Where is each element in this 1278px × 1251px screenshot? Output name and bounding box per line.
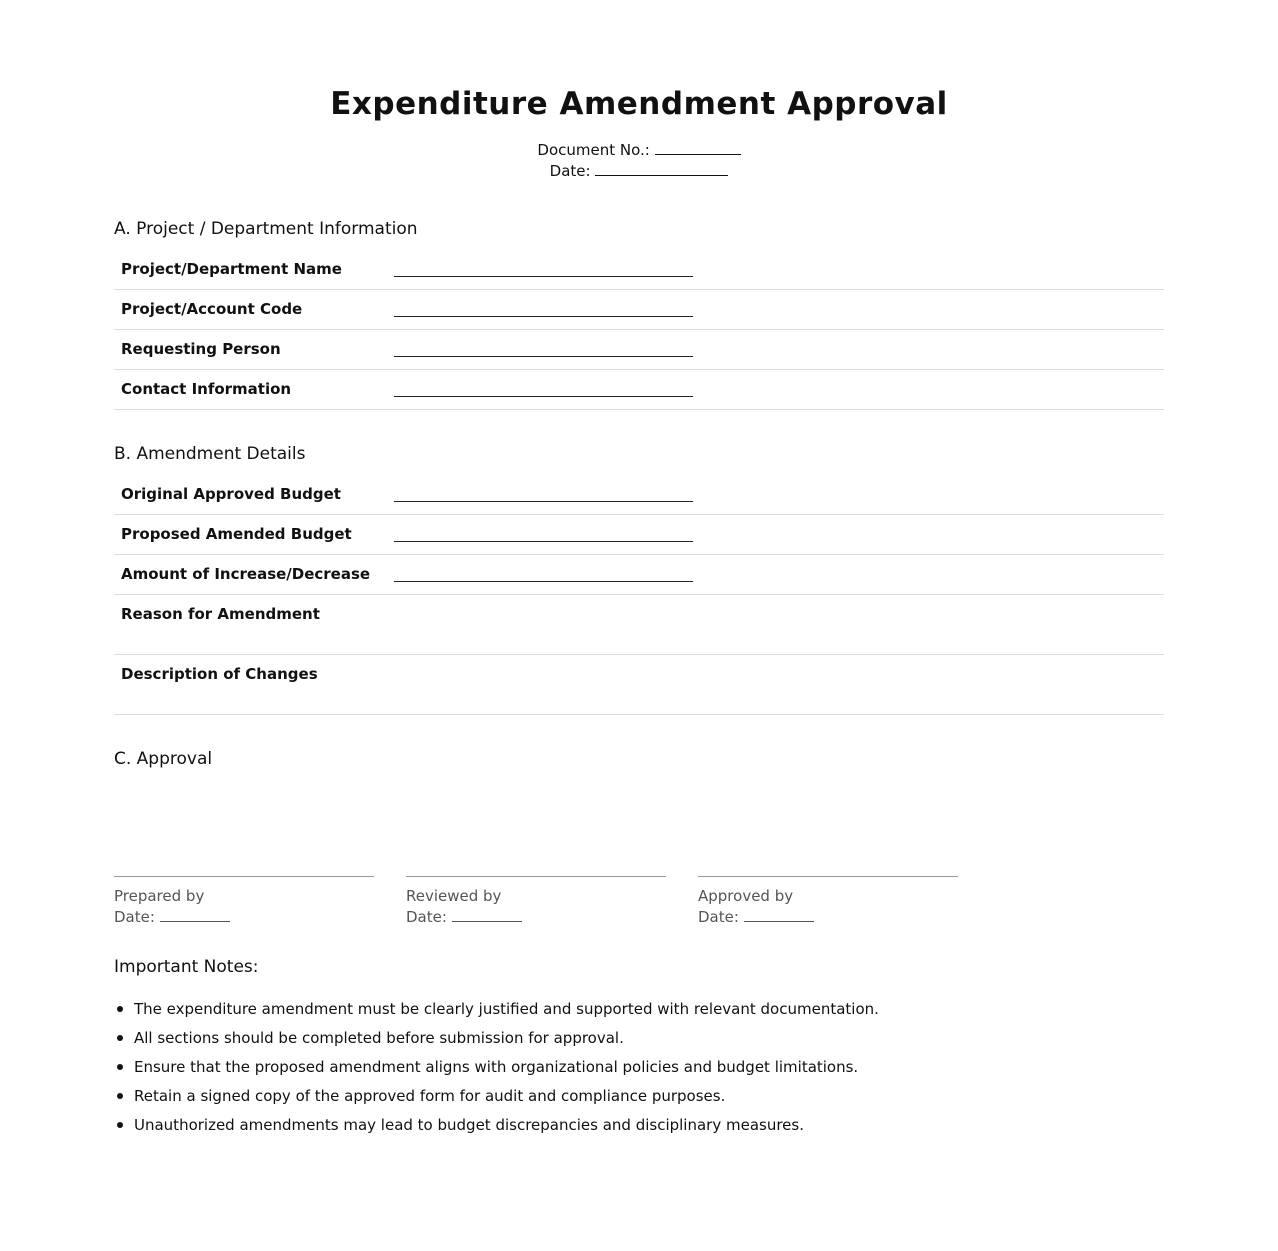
list-item	[114, 1024, 879, 1053]
list-item	[114, 995, 879, 1024]
signature-line[interactable]	[406, 876, 666, 877]
signature-role: Reviewed by	[406, 887, 502, 905]
section-b-fields	[114, 475, 1164, 715]
signature-block-prepared	[114, 876, 374, 928]
signature-block-reviewed	[406, 876, 666, 928]
signature-date-label: Date:	[406, 908, 447, 926]
fill-line[interactable]	[394, 541, 693, 542]
signature-date	[406, 907, 666, 928]
field-label: Description of Changes	[121, 665, 318, 683]
field-label: Proposed Amended Budget	[121, 525, 352, 543]
document-date-line	[0, 162, 1278, 180]
section-c-heading: C. Approval	[114, 749, 213, 769]
fill-line[interactable]	[394, 501, 693, 502]
signature-line[interactable]	[114, 876, 374, 877]
signature-role: Approved by	[698, 887, 794, 905]
signature-date-blank[interactable]	[744, 907, 814, 922]
signature-date-blank[interactable]	[452, 907, 522, 922]
document-date-blank[interactable]	[595, 162, 728, 176]
section-a-fields	[114, 250, 1164, 410]
signature-block-approved	[698, 876, 958, 928]
field-label: Project/Account Code	[121, 300, 303, 318]
signature-line[interactable]	[698, 876, 958, 877]
note-text: All sections should be completed before submission for approval.	[134, 1029, 624, 1047]
note-text: Ensure that the proposed amendment aligns with organizational policies and budget limitations.	[134, 1058, 859, 1076]
field-label: Requesting Person	[121, 340, 281, 358]
field-row-contact-information	[114, 370, 1164, 410]
notes-heading: Important Notes:	[114, 957, 259, 977]
document-date-label: Date:	[549, 162, 591, 180]
field-row-requesting-person	[114, 330, 1164, 370]
fill-line[interactable]	[394, 396, 693, 397]
signature-date-blank[interactable]	[160, 907, 230, 922]
document-number-blank[interactable]	[655, 141, 741, 155]
bullet-icon	[117, 1122, 123, 1128]
field-row-project-department-name	[114, 250, 1164, 290]
bullet-icon	[117, 1035, 123, 1041]
fill-line[interactable]	[394, 316, 693, 317]
bullet-icon	[117, 1093, 123, 1099]
field-label: Reason for Amendment	[121, 605, 320, 623]
list-item	[114, 1053, 879, 1082]
section-a-heading: A. Project / Department Information	[114, 219, 418, 239]
bullet-icon	[117, 1006, 123, 1012]
bullet-icon	[117, 1064, 123, 1070]
document-number-label: Document No.:	[537, 141, 650, 159]
signature-role: Prepared by	[114, 887, 205, 905]
signature-date	[698, 907, 958, 928]
signature-date-label: Date:	[698, 908, 739, 926]
field-row-description-of-changes[interactable]	[114, 655, 1164, 715]
section-b-heading: B. Amendment Details	[114, 444, 306, 464]
signature-date-label: Date:	[114, 908, 155, 926]
field-label: Amount of Increase/Decrease	[121, 565, 371, 583]
field-row-original-approved-budget	[114, 475, 1164, 515]
list-item	[114, 1111, 879, 1140]
field-label: Original Approved Budget	[121, 485, 341, 503]
field-row-proposed-amended-budget	[114, 515, 1164, 555]
note-text: The expenditure amendment must be clearly justified and supported with relevant documentation.	[134, 1000, 879, 1018]
field-row-project-account-code	[114, 290, 1164, 330]
field-label: Contact Information	[121, 380, 292, 398]
field-label: Project/Department Name	[121, 260, 342, 278]
notes-list	[114, 995, 879, 1140]
signature-date	[114, 907, 374, 928]
field-row-reason-for-amendment[interactable]	[114, 595, 1164, 655]
fill-line[interactable]	[394, 581, 693, 582]
fill-line[interactable]	[394, 276, 693, 277]
note-text: Retain a signed copy of the approved form for audit and compliance purposes.	[134, 1087, 726, 1105]
fill-line[interactable]	[394, 356, 693, 357]
field-row-amount-increase-decrease	[114, 555, 1164, 595]
list-item	[114, 1082, 879, 1111]
document-number-line	[0, 141, 1278, 159]
note-text: Unauthorized amendments may lead to budget discrepancies and disciplinary measures.	[134, 1116, 804, 1134]
page-title: Expenditure Amendment Approval	[330, 86, 948, 122]
